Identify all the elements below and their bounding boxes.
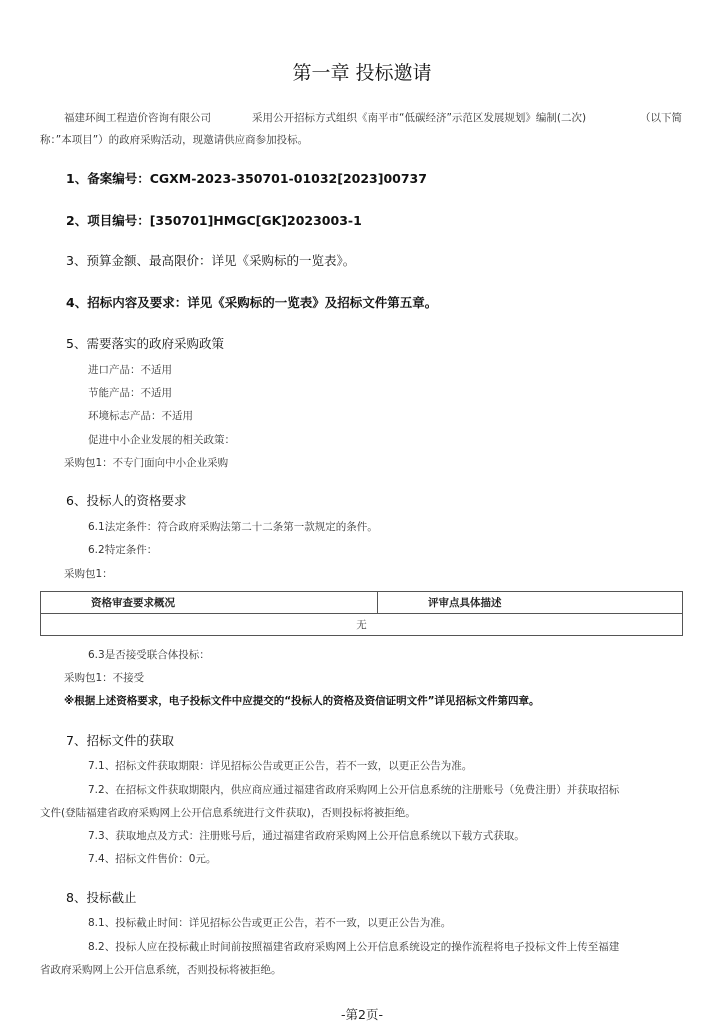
intro-method: 采用公开招标方式组织《南平市“低碳经济”示范区发展规划》编制(二次) — [252, 112, 587, 124]
qualification-table — [40, 591, 683, 636]
qualification-package: 采购包1： — [64, 568, 113, 580]
bidding-content: 4、招标内容及要求：详见《采购标的一览表》及招标文件第五章。 — [66, 295, 438, 310]
consortium-package: 采购包1：不接受 — [64, 672, 145, 684]
section-policy-heading: 5、需要落实的政府采购政策 — [66, 336, 224, 351]
record-number: 1、备案编号：CGXM-2023-350701-01032[2023]00737 — [66, 171, 427, 186]
qualification-note: ※根据上述资格要求，电子投标文件中应提交的“投标人的资格及资信证明文件”详见招标文件第四章。 — [64, 695, 540, 707]
qualification-specific: 6.2特定条件： — [88, 544, 158, 556]
policy-environment: 环境标志产品：不适用 — [88, 410, 193, 422]
section-qualification-heading: 6、投标人的资格要求 — [66, 493, 187, 508]
page-number: -第2页- — [341, 1007, 383, 1022]
section-deadline-heading: 8、投标截止 — [66, 890, 137, 905]
document-obtain-line1: 7.2、在招标文件获取期限内，供应商应通过福建省政府采购网上公开信息系统的注册账号（免费注册）并获取招标 — [88, 784, 620, 796]
intro-end: （以下简 — [640, 112, 682, 124]
budget-line: 3、预算金额、最高限价：详见《采购标的一览表》。 — [66, 253, 356, 268]
deadline-upload-line2: 省政府采购网上公开信息系统，否则投标将被拒绝。 — [40, 964, 282, 976]
chapter-title: 第一章 投标邀请 — [292, 62, 432, 84]
document-location: 7.3、获取地点及方式：注册账号后，通过福建省政府采购网上公开信息系统以下载方式获取。 — [88, 830, 525, 842]
deadline-upload-line1: 8.2、投标人应在投标截止时间前按照福建省政府采购网上公开信息系统设定的操作流程将电子投标文件上传至福建 — [88, 941, 620, 953]
document-price: 7.4、招标文件售价：0元。 — [88, 853, 217, 865]
document-period: 7.1、招标文件获取期限：详见招标公告或更正公告，若不一致，以更正公告为准。 — [88, 760, 473, 772]
document-obtain-line2: 文件(登陆福建省政府采购网上公开信息系统进行文件获取)，否则投标将被拒绝。 — [40, 807, 416, 819]
intro-org: 福建环闽工程造价咨询有限公司 — [64, 112, 211, 124]
consortium-question: 6.3是否接受联合体投标： — [88, 649, 210, 661]
policy-sme: 促进中小企业发展的相关政策： — [88, 434, 235, 446]
policy-import: 进口产品：不适用 — [88, 364, 172, 376]
table-header-row — [41, 592, 683, 614]
deadline-time: 8.1、投标截止时间：详见招标公告或更正公告，若不一致，以更正公告为准。 — [88, 917, 452, 929]
policy-package: 采购包1：不专门面向中小企业采购 — [64, 457, 229, 469]
table-row — [41, 614, 683, 636]
policy-energy: 节能产品：不适用 — [88, 387, 172, 399]
qualification-legal: 6.1法定条件：符合政府采购法第二十二条第一款规定的条件。 — [88, 521, 378, 533]
table-header-cell: 评审点具体描述 — [378, 592, 683, 614]
intro-line2: 称：”本项目”）的政府采购活动，现邀请供应商参加投标。 — [40, 134, 309, 146]
table-empty-cell: 无 — [41, 614, 683, 636]
project-number: 2、项目编号：[350701]HMGC[GK]2023003-1 — [66, 213, 362, 228]
section-document-heading: 7、招标文件的获取 — [66, 733, 174, 748]
table-header-cell: 资格审查要求概况 — [41, 592, 378, 614]
